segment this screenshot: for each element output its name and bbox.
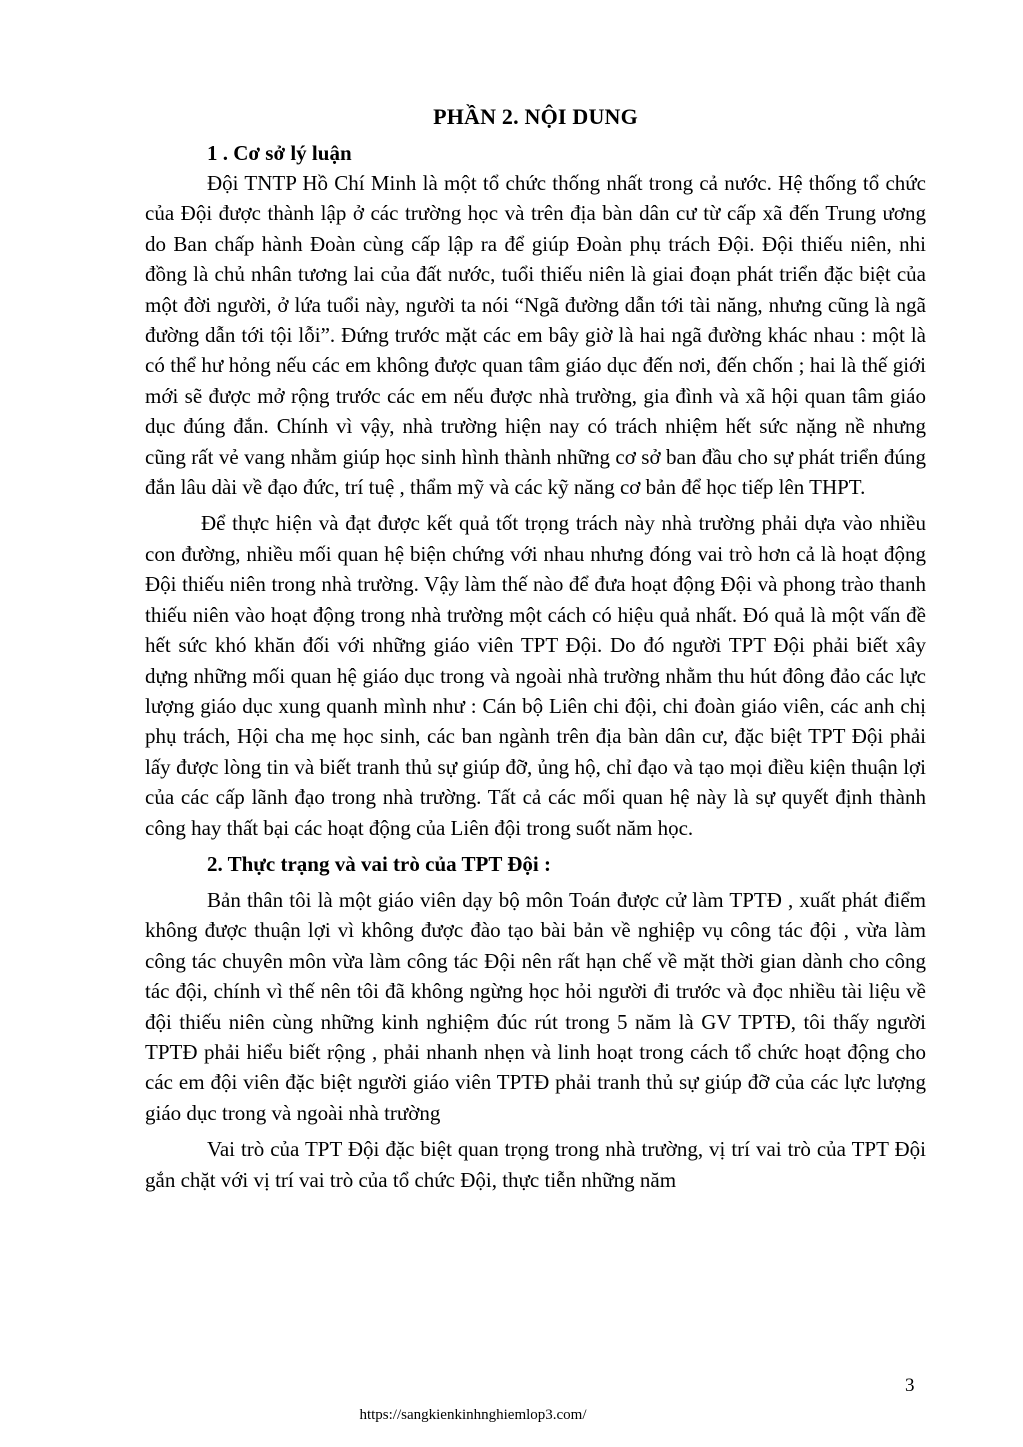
paragraph: Để thực hiện và đạt được kết quả tốt trọng trách này nhà trường phải dựa vào nhiều con đường, nhiều mối quan hệ biện chứng với nhau nhưng đóng vai trò hơn cả là hoạt động Đội thiếu niên trong nhà trường. Vậy làm thế nào để đưa hoạt động Đội và phong trào thanh thiếu niên vào hoạt động trong nhà trường một cách có hiệu quả nhất. Đó quả là một vấn đề hết sức khó khăn đối với những giáo viên TPT Đội. Do đó người TPT Đội phải biết xây dựng những mối quan hệ giáo dục trong và ngoài nhà trường nhằm thu hút đông đảo các lực lượng giáo dục xung quanh mình như : Cán bộ Liên chi đội, chi đoàn giáo viên, các anh chị phụ trách, Hội cha mẹ học sinh, các ban ngành trên địa bàn dân cư, đặc biệt TPT Đội phải lấy được lòng tin và biết tranh thủ sự giúp đỡ, ủng hộ, chỉ đạo và tạo mọi điều kiện thuận lợi của các cấp lãnh đạo trong nhà trường. Tất cả các mối quan hệ này là sự quyết định thành công hay thất bại các hoạt động của Liên đội trong suốt năm học. bbox=[145, 511, 926, 840]
document-page bbox=[145, 100, 926, 1195]
paragraph: Vai trò của TPT Đội đặc biệt quan trọng trong nhà trường, vị trí vai trò của TPT Đội gắn chặt với vị trí vai trò của tổ chức Đội, thực tiễn những năm bbox=[145, 1137, 926, 1192]
section-heading-thuc-trang: 2. Thực trạng và vai trò của TPT Đội : bbox=[207, 851, 551, 876]
footer-url: https://sangkienkinhnghiemlop3.com/ bbox=[359, 1407, 587, 1423]
section-heading-co-so-ly-luan: 1 . Cơ sở lý luận bbox=[207, 141, 352, 165]
paragraph: Bản thân tôi là một giáo viên dạy bộ môn Toán được cử làm TPTĐ , xuất phát điểm không được thuận lợi vì không được đào tạo bài bản về nghiệp vụ công tác đội , vừa làm công tác chuyên môn vừa làm công tác Đội nên rất hạn chế về mặt thời gian dành cho công tác đội, chính vì thế nên tôi đã không ngừng học hỏi người đi trước và đọc nhiều tài liệu về đội thiếu niên cùng những kinh nghiệm đúc rút trong 5 năm là GV TPTĐ, tôi thấy người TPTĐ phải hiểu biết rộng , phải nhanh nhẹn và linh hoạt trong cách tổ chức hoạt động cho các em đội viên đặc biệt người giáo viên TPTĐ phải tranh thủ sự giúp đỡ của các lực lượng giáo dục trong và ngoài nhà trường bbox=[145, 887, 926, 1125]
page-number: 3 bbox=[905, 1375, 915, 1396]
document-title: PHẦN 2. NỘI DUNG bbox=[433, 104, 638, 129]
paragraph: Đội TNTP Hồ Chí Minh là một tổ chức thống nhất trong cả nước. Hệ thống tổ chức của Đội được thành lập ở các trường học và trên địa bàn dân cư từ cấp xã đến Trung ương do Ban chấp hành Đoàn cùng cấp lập ra để giúp Đoàn phụ trách Đội. Đội thiếu niên, nhi đồng là chủ nhân tương lai của đất nước, tuổi thiếu niên là giai đoạn phát triển đặc biệt của một đời người, ở lứa tuổi này, người ta nói “Ngã đường dẫn tới tài năng, nhưng cũng là ngã đường dẫn tới tội lỗi”. Đứng trước mặt các em bây giờ là hai ngã đường khác nhau : một là có thể hư hỏng nếu các em không được quan tâm giáo dục đến nơi, đến chốn ; hai là thế giới mới sẽ được mở rộng trước các em nếu được nhà trường, gia đình và xã hội quan tâm giáo dục đúng đắn. Chính vì vậy, nhà trường hiện nay có trách nhiệm hết sức nặng nề nhưng cũng rất vẻ vang nhằm giúp học sinh hình thành những cơ sở ban đầu cho sự phát triển đúng đắn lâu dài về đạo đức, trí tuệ , thẩm mỹ và các kỹ năng cơ bản để học tiếp lên THPT. bbox=[145, 171, 926, 500]
